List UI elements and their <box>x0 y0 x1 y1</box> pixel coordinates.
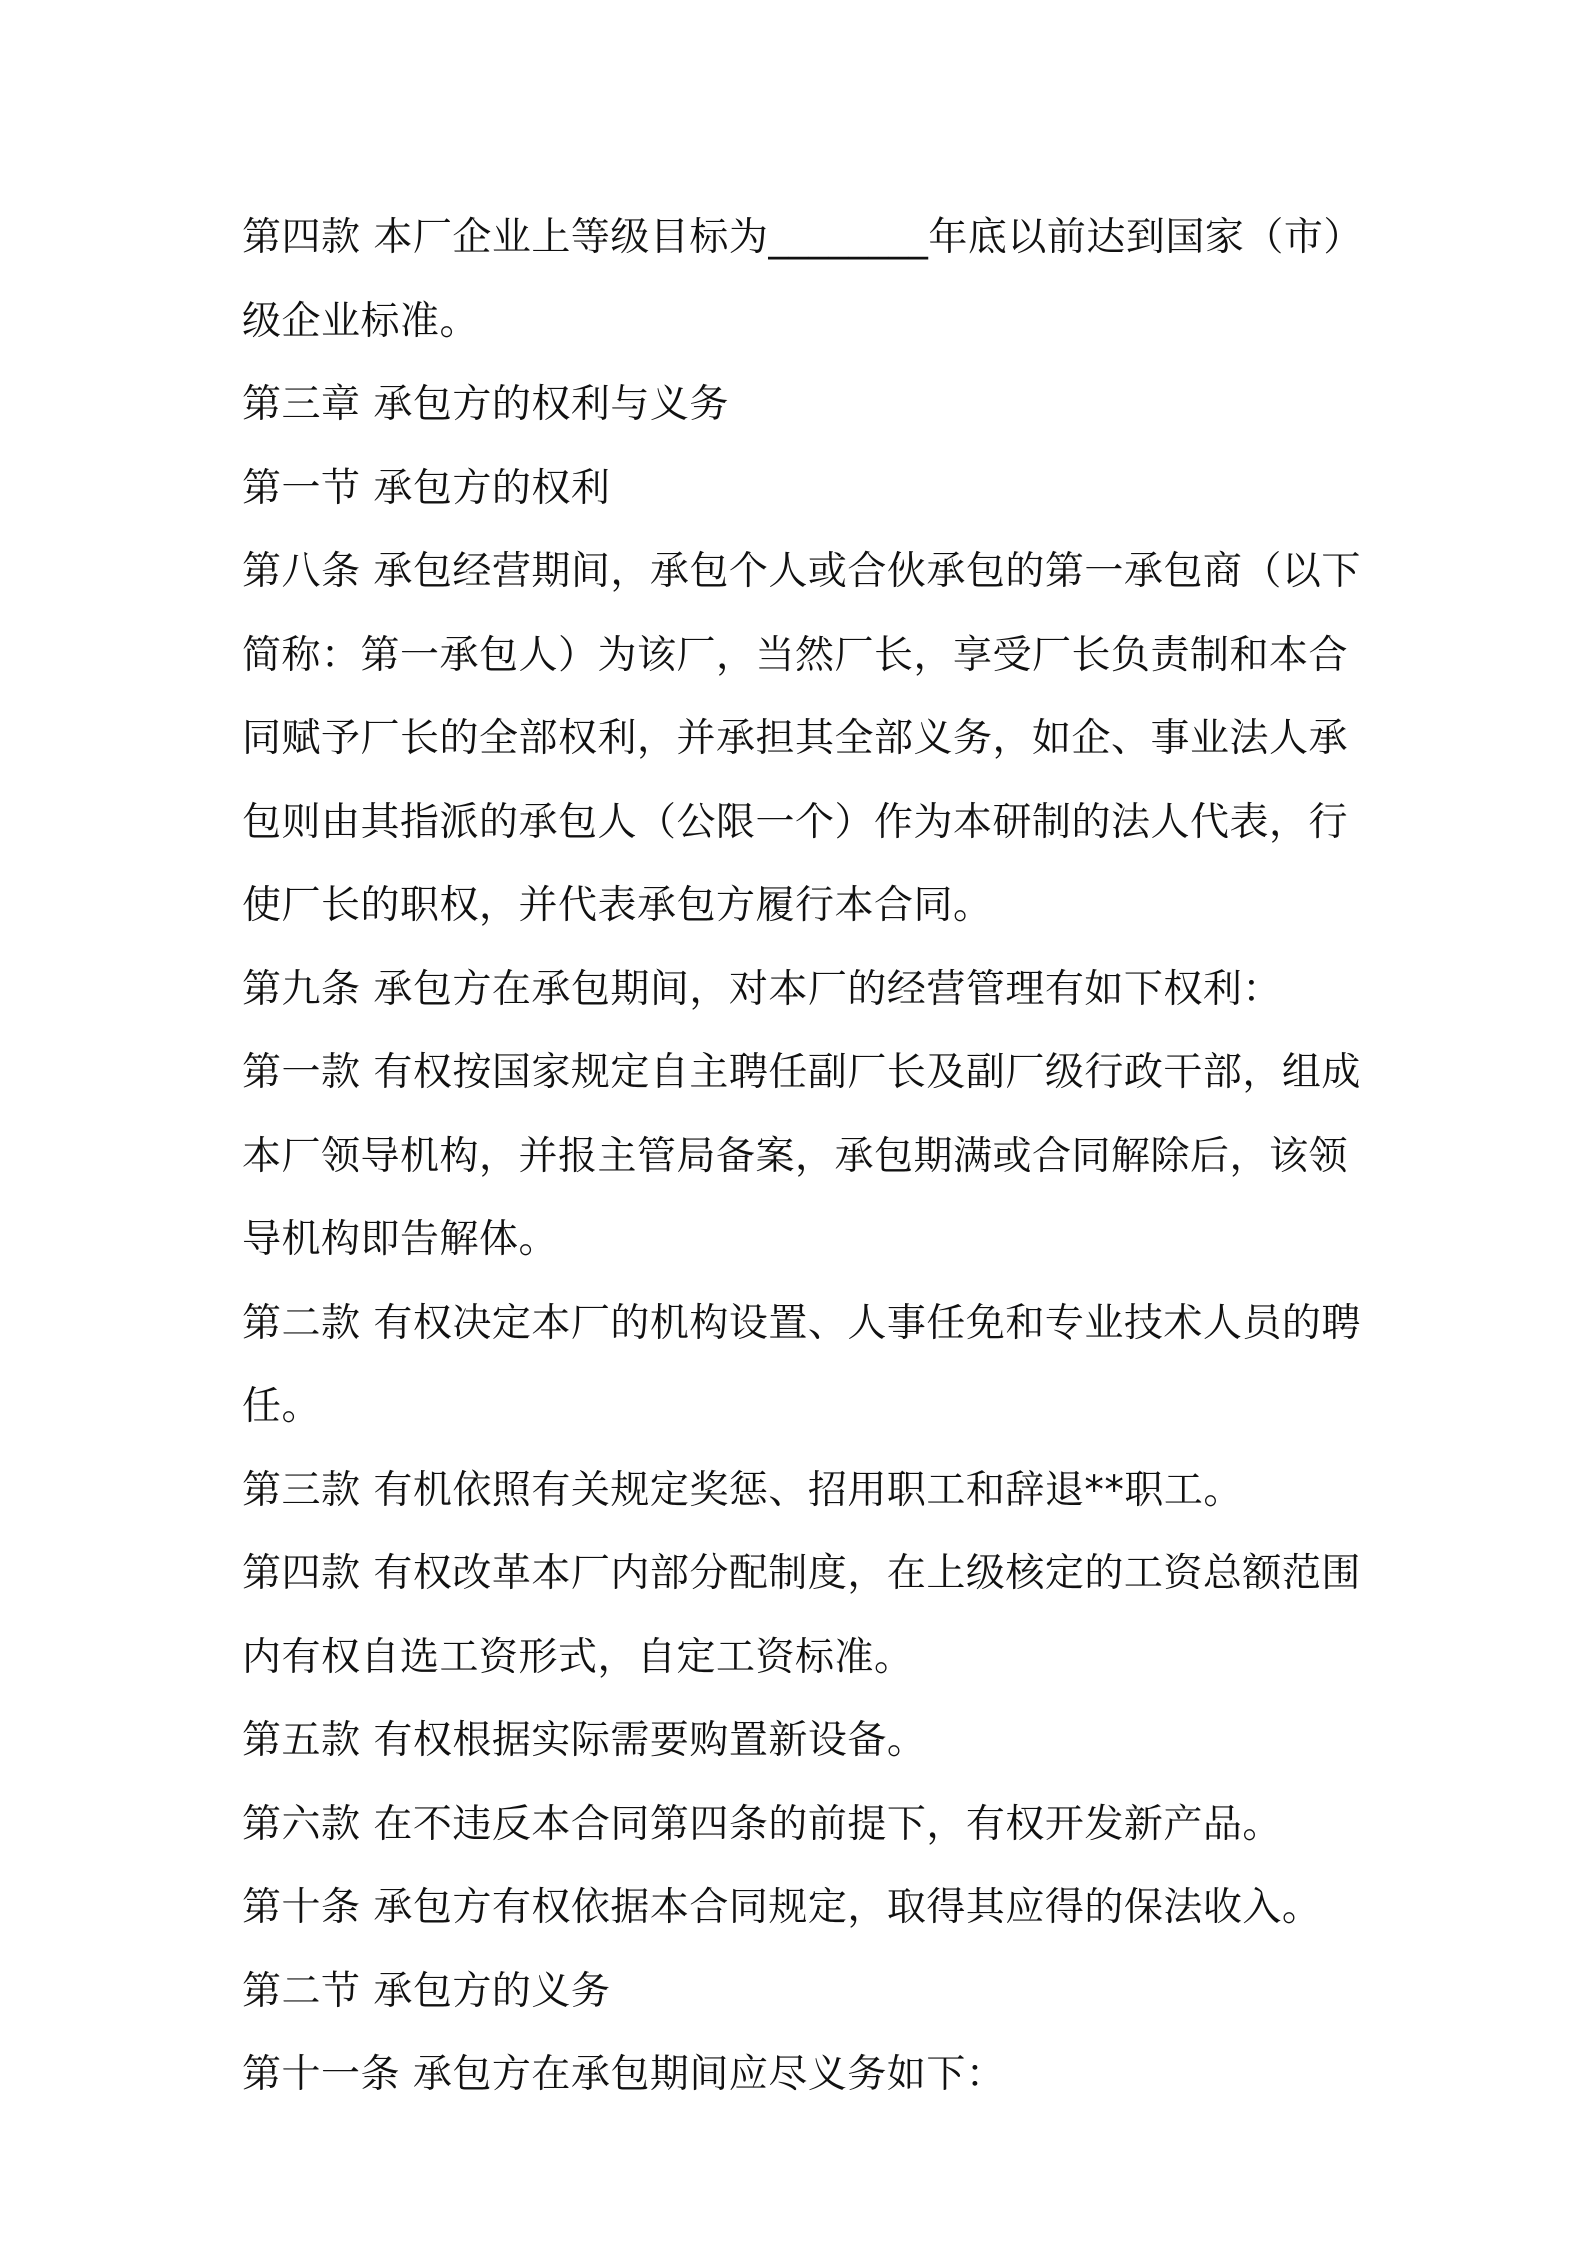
article-9: 第九条 承包方在承包期间，对本厂的经营管理有如下权利： <box>242 966 1282 1012</box>
chapter-3-heading: 第三章 承包方的权利与义务 <box>242 382 729 427</box>
article-9-clause-5: 第五款 有权根据实际需要购置新设备。 <box>242 1718 927 1763</box>
article-11: 第十一条 承包方在承包期间应尽义务如下： <box>242 2052 1006 2097</box>
section-1-heading: 第一节 承包方的权利 <box>242 465 611 511</box>
article-9-clause-3: 第三款 有机依照有关规定奖惩、招用职工和辞退**职工。 <box>242 1467 1243 1513</box>
section-2-heading: 第二节 承包方的义务 <box>242 1968 611 2014</box>
article-10: 第十条 承包方有权依据本合同规定，取得其应得的保法收入。 <box>242 1885 1322 1930</box>
clause-4-target-level: 第四款 本厂企业上等级目标为________年底以前达到国家（市）级企业标准。 <box>242 215 1363 344</box>
article-8: 第八条 承包经营期间，承包个人或合伙承包的第一承包商（以下简称：第一承包人）为该厂，当然厂长，享受厂长负责制和本合同赋予厂长的全部权利，并承担其全部义务，如企、事业法人承包则由其指派的承包人（公限一个）作为本研制的法人代表，行使厂长的职权，并代表承包方履行本合同。 <box>242 549 1361 928</box>
article-9-clause-2: 第二款 有权决定本厂的机构设置、人事任免和专业技术人员的聘任。 <box>242 1300 1361 1429</box>
article-9-clause-1: 第一款 有权按国家规定自主聘任副厂长及副厂级行政干部，组成本厂领导机构，并报主管局备案，承包期满或合同解除后，该领导机构即告解体。 <box>242 1050 1361 1262</box>
document-page <box>242 196 1372 2117</box>
article-9-clause-4: 第四款 有权改革本厂内部分配制度，在上级核定的工资总额范围内有权自选工资形式，自定工资标准。 <box>242 1551 1361 1680</box>
article-9-clause-6: 第六款 在不违反本合同第四条的前提下，有权开发新产品。 <box>242 1801 1282 1847</box>
